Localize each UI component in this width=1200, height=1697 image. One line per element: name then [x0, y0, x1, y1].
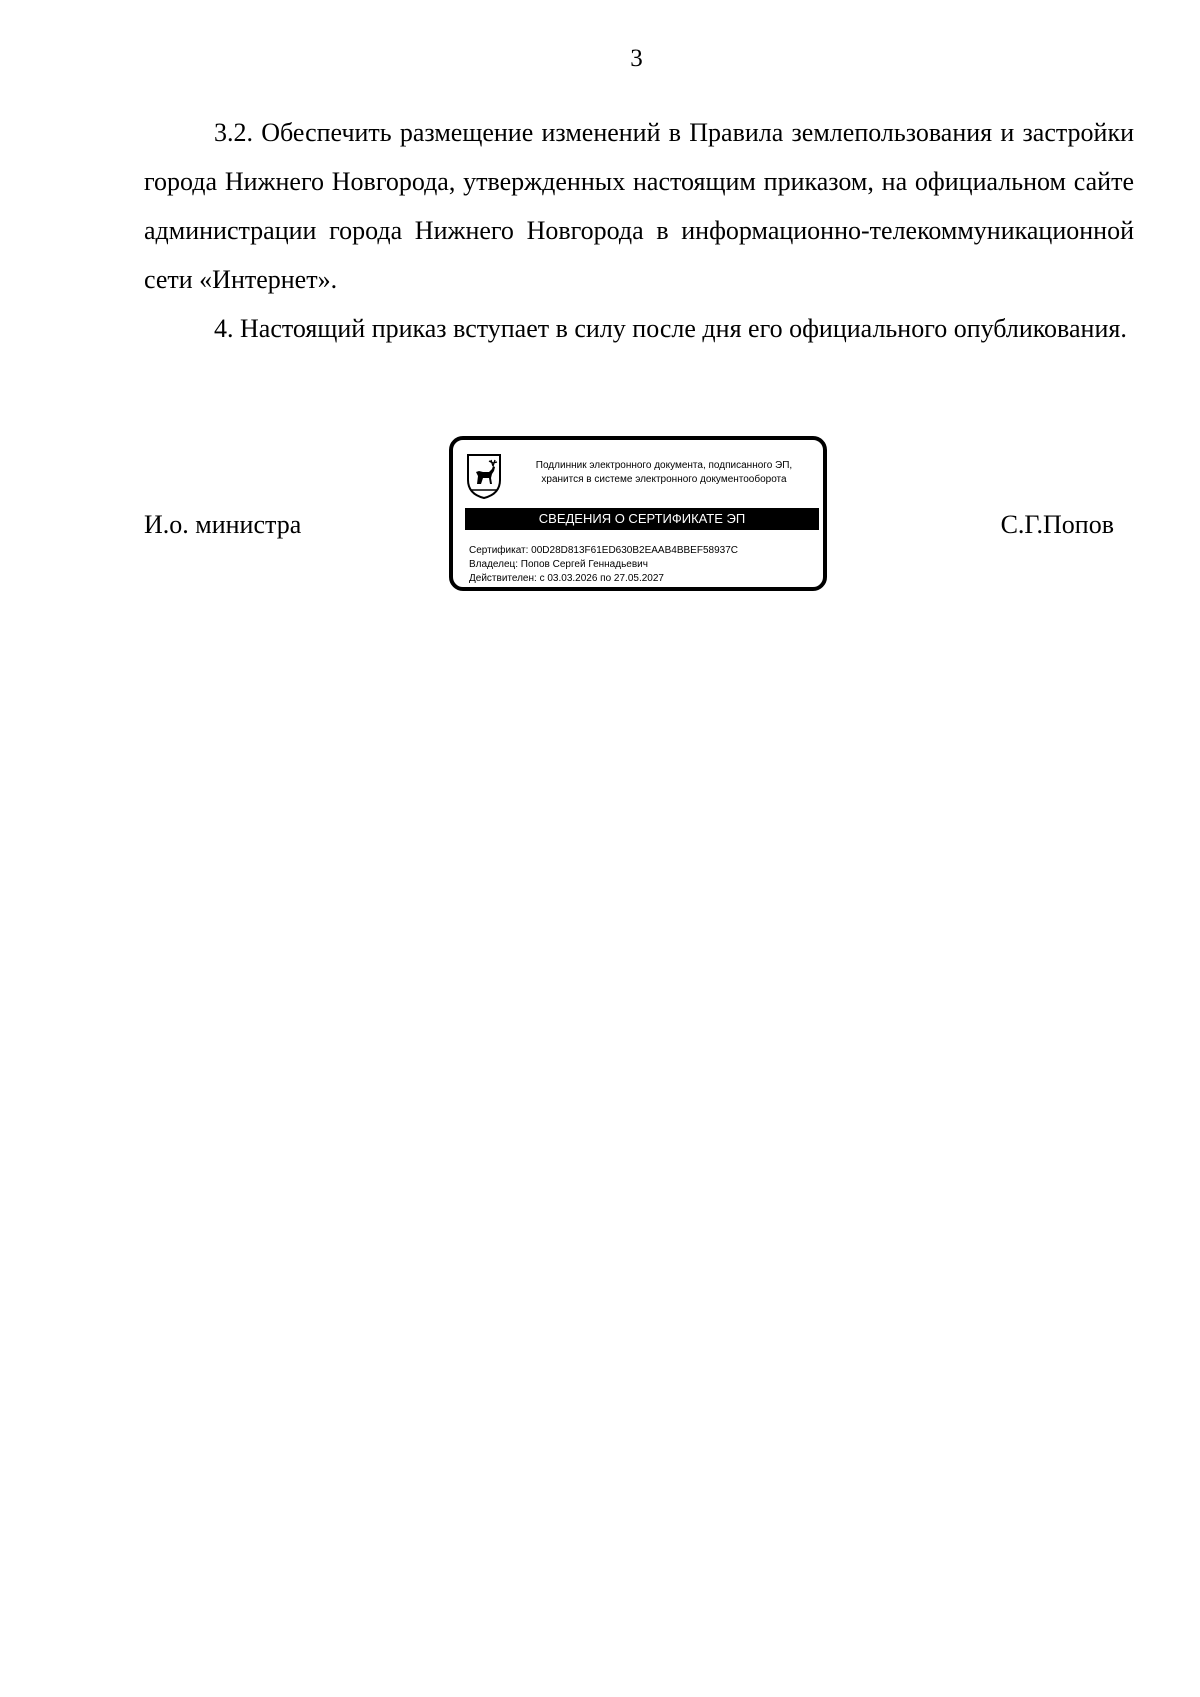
- document-body: [144, 108, 1134, 353]
- paragraph-3-2: 3.2. Обеспечить размещение изменений в Правила землепользования и застройки города Нижнего Новгорода, утвержденных настоящим приказом, на официальном сайте администрации города Нижнего Новгорода в информационно-телекоммуникационной сети «Интернет».: [144, 118, 1134, 294]
- coat-of-arms-icon: [465, 452, 503, 500]
- signatory-name: С.Г.Попов: [1000, 510, 1114, 539]
- stamp-title-bar: СВЕДЕНИЯ О СЕРТИФИКАТЕ ЭП: [465, 508, 819, 530]
- stamp-header: [509, 459, 819, 487]
- paragraph-4: 4. Настоящий приказ вступает в силу после дня его официального опубликования.: [214, 314, 1127, 343]
- signatory-position: И.о. министра: [144, 510, 302, 539]
- stamp-header-line2: хранится в системе электронного документооборота: [541, 474, 787, 485]
- certificate-owner: Владелец: Попов Сергей Геннадьевич: [469, 559, 648, 570]
- electronic-signature-stamp: [449, 436, 827, 591]
- certificate-number: Сертификат: 00D28D813F61ED630B2EAAB4BBEF58937C: [469, 545, 738, 556]
- page-number: 3: [630, 45, 643, 72]
- stamp-header-line1: Подлинник электронного документа, подписанного ЭП,: [535, 460, 793, 471]
- certificate-validity: Действителен: с 03.03.2026 по 27.05.2027: [469, 573, 664, 584]
- certificate-details: [469, 544, 738, 586]
